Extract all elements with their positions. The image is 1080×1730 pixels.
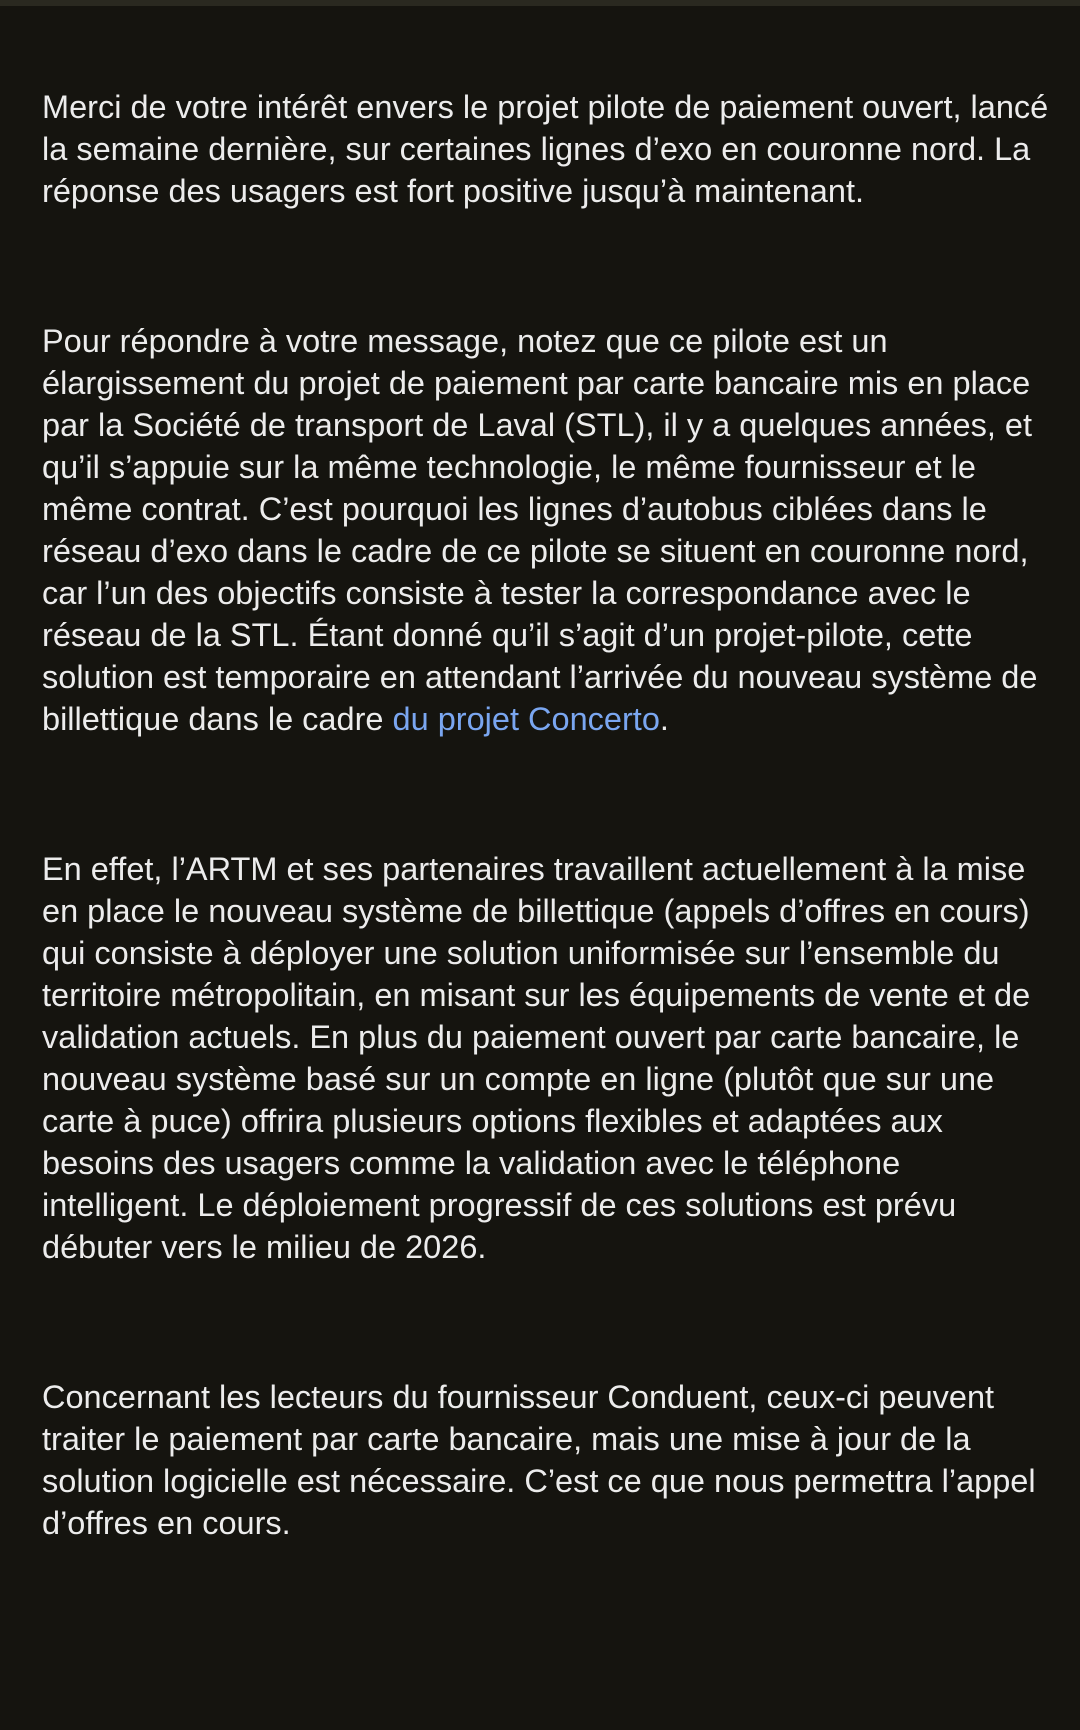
paragraph-pilot-details	[42, 320, 1052, 740]
paragraph-pilot-text: Pour répondre à votre message, notez que ce pilote est un élargissement du projet de paiement par carte bancaire mis en place par la Société de transport de Laval (STL), il y a quelques années, et qu’il s’appuie sur la même technologie, le même fournisseur et le même contrat. C’est pourquoi les lignes d’autobus ciblées dans le réseau d’exo dans le cadre de ce pilote se situent en couronne nord, car l’un des objectifs consiste à tester la correspondance avec le réseau de la STL. Étant donné qu’il s’agit d’un projet-pilote, cette solution est temporaire en attendant l’arrivée du nouveau système de billettique dans le cadre	[42, 323, 1038, 737]
paragraph-thanks: Merci de votre intérêt envers le projet pilote de paiement ouvert, lancé la semaine dernière, sur certaines lignes d’exo en couronne nord. La réponse des usagers est fort positive jusqu’à maintenant.	[42, 89, 1049, 209]
paragraph-conduent-readers: Concernant les lecteurs du fournisseur Conduent, ceux-ci peuvent traiter le paiement par carte bancaire, mais une mise à jour de la solution logicielle est nécessaire. C’est ce que nous permettra l’appel d’offres en cours.	[42, 1379, 1036, 1541]
top-divider	[0, 0, 1080, 6]
paragraph-spacer	[42, 740, 1052, 848]
paragraph-spacer	[42, 1268, 1052, 1376]
paragraph-spacer	[42, 212, 1052, 320]
paragraph-pilot-end: .	[659, 701, 669, 737]
message-body	[42, 86, 1052, 1544]
paragraph-artm-billing: En effet, l’ARTM et ses partenaires travaillent actuellement à la mise en place le nouveau système de billettique (appels d’offres en cours) qui consiste à déployer une solution uniformisée sur l’ensemble du territoire métropolitain, en misant sur les équipements de vente et de validation actuels. En plus du paiement ouvert par carte bancaire, le nouveau système basé sur un compte en ligne (plutôt que sur une carte à puce) offrira plusieurs options flexibles et adaptées aux besoins des usagers comme la validation avec le téléphone intelligent. Le déploiement progressif de ces solutions est prévu débuter vers le milieu de 2026.	[42, 851, 1031, 1265]
concerto-project-link[interactable]: du projet Concerto	[392, 701, 660, 737]
